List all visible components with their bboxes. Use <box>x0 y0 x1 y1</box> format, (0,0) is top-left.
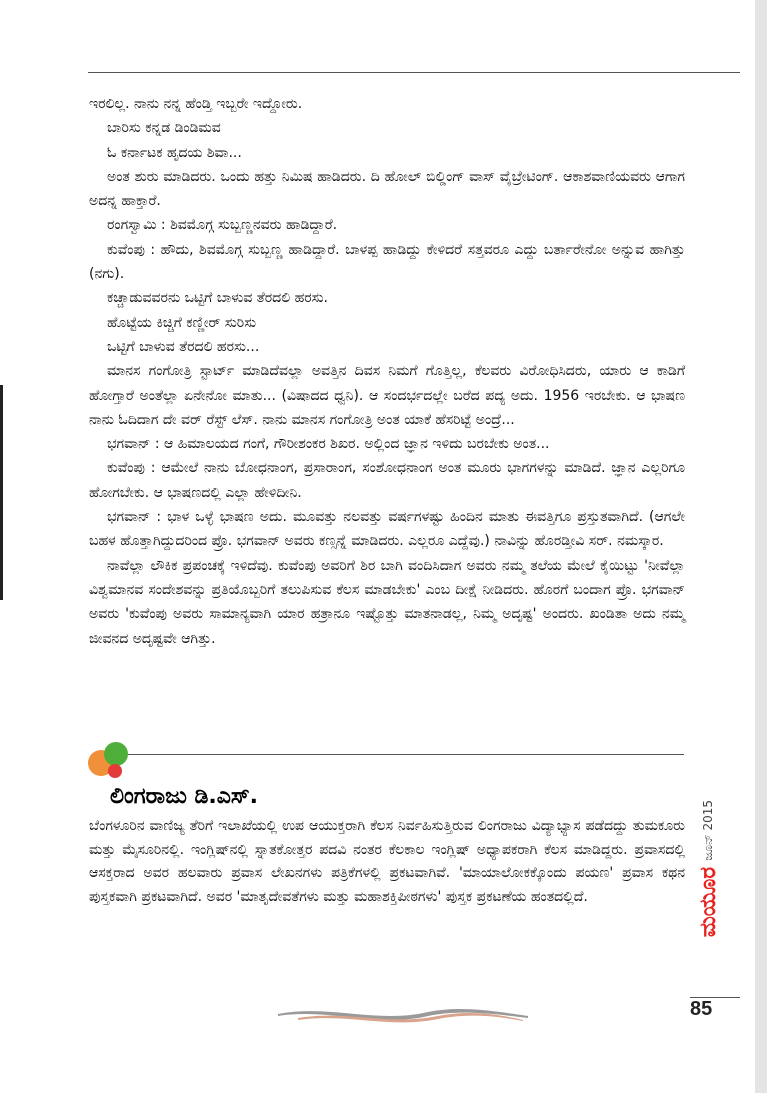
left-margin-mark <box>0 385 3 600</box>
article-paragraph: ನಾವೆಲ್ಲಾ ಲೌಕಿಕ ಪ್ರಪಂಚಕ್ಕೆ ಇಳಿದೆವು. ಕುವೆಂಪು ಅವರಿಗೆ ಶಿರ ಬಾಗಿ ವಂದಿಸಿದಾಗ ಅವರು ನಮ್ಮ ತಲೆಯ ಮೇಲೆ ಕೈಯಿಟ್ಟು 'ನೀವೆಲ್ಲಾ ವಿಶ್ವಮಾನವ ಸಂದೇಶವನ್ನು ಪ್ರತಿಯೊಬ್ಬರಿಗೆ ತಲುಪಿಸುವ ಕೆಲಸ ಮಾಡಬೇಕು' ಎಂಬ ದೀಕ್ಷೆ ನೀಡಿದರು. ಹೊರಗೆ ಬಂದಾಗ ಪ್ರೊ. ಭಗವಾನ್ ಅವರು 'ಕುವೆಂಪು ಅವರು ಸಾಮಾನ್ಯವಾಗಿ ಯಾರ ಹತ್ರಾನೂ ಇಷ್ಟೊತ್ತು ಮಾತನಾಡಲ್ಲ, ನಿಮ್ಮ ಅದೃಷ್ಟ' ಅಂದರು. ಖಂಡಿತಾ ಅದು ನಮ್ಮ ಜೀವನದ ಅದೃಷ್ಟವೇ ಆಗಿತ್ತು. <box>89 557 685 647</box>
article-paragraph: ಕಚ್ಚಾಡುವವರನು ಒಟ್ಟಿಗೆ ಬಾಳುವ ತೆರದಲಿ ಹರಸು. <box>107 290 329 307</box>
magazine-name: ಮಯೂರ <box>695 866 721 937</box>
margin-label <box>695 800 721 980</box>
article-paragraph: ಅಂತ ಶುರು ಮಾಡಿದರು. ಒಂದು ಹತ್ತು ನಿಮಿಷ ಹಾಡಿದರು. ದಿ ಹೋಲ್ ಬಿಲ್ಡಿಂಗ್ ವಾಸ್ ವೈಬ್ರೇಟಿಂಗ್. ಆಕಾಶವಾಣಿಯವರು ಆಗಾಗ ಅದನ್ನ ಹಾಕ್ತಾರೆ. <box>89 168 685 210</box>
author-name: ಲಿಂಗರಾಜು ಡಿ.ಎಸ್. <box>110 784 259 809</box>
article-paragraph: ಹೊಟ್ಟೆಯ ಕಿಚ್ಚಿಗೆ ಕಣ್ಣೀರ್ ಸುರಿಸು <box>107 314 257 331</box>
article-body <box>89 92 685 651</box>
article-paragraph: ಕುವೆಂಪು : ಆಮೇಲೆ ನಾನು ಬೋಧನಾಂಗ, ಪ್ರಸಾರಾಂಗ, ಸಂಶೋಧನಾಂಗ ಅಂತ ಮೂರು ಭಾಗಗಳನ್ನು ಮಾಡಿದೆ. ಜ್ಞಾನ ಎಲ್ಲರಿಗೂ ಹೋಗಬೇಕು. ಆ ಭಾಷಣದಲ್ಲಿ ಎಲ್ಲಾ ಹೇಳಿದೀನಿ. <box>89 460 685 501</box>
page-number: 85 <box>690 998 713 1020</box>
article-paragraph: ರಂಗಸ್ವಾಮಿ : ಶಿವಮೊಗ್ಗ ಸುಬ್ಬಣ್ಣನವರು ಹಾಡಿದ್ದಾರೆ. <box>107 217 338 234</box>
decorative-dots <box>88 742 148 782</box>
page-edge-strip <box>755 0 767 1093</box>
article-paragraph: ಭಗವಾನ್ : ಭಾಳ ಒಳ್ಳೆ ಭಾಷಣ ಅದು. ಮೂವತ್ತು ನಲವತ್ತು ವರ್ಷಗಳಷ್ಟು ಹಿಂದಿನ ಮಾತು ಈವತ್ತಿಗೂ ಪ್ರಸ್ತುತವಾಗಿದೆ. (ಆಗಲೇ ಬಹಳ ಹೊತ್ತಾಗಿದ್ದುದರಿಂದ ಪ್ರೊ. ಭಗವಾನ್ ಅವರು ಕಣ್ಸನ್ನೆ ಮಾಡಿದರು. ಎಲ್ಲರೂ ಎದ್ದೆವು.) ನಾವಿನ್ನು ಹೊರಡ್ತೀವಿ ಸರ್. ನಮಸ್ಕಾರ. <box>89 509 685 550</box>
issue-date: ಜೂನ್ 2015 <box>701 800 715 861</box>
article-paragraph: ಮಾನಸ ಗಂಗೋತ್ರಿ ಸ್ಟಾರ್ಟ್ ಮಾಡಿದೆವಲ್ಲಾ ಅವತ್ತಿನ ದಿವಸ ನಿಮಗೆ ಗೊತ್ತಿಲ್ಲ, ಕೆಲವರು ವಿರೋಧಿಸಿದರು, ಯಾರು ಆ ಕಾಡಿಗೆ ಹೋಗ್ತಾರೆ ಅಂತೆಲ್ಲಾ ಏನೇನೋ ಮಾತು... (ವಿಷಾದದ ಧ್ವನಿ). ಆ ಸಂದರ್ಭದಲ್ಲೇ ಬರೆದ ಪದ್ಯ ಅದು. 1956 ಇರಬೇಕು. ಆ ಭಾಷಣ ನಾನು ಓದಿದಾಗ ದೇ ವರ್ ರೆಸ್ಟ್ ಲೆಸ್. ನಾನು ಮಾನಸ ಗಂಗೋತ್ರಿ ಅಂತ ಯಾಕೆ ಹೆಸರಿಟ್ಟೆ ಅಂದ್ರೆ... <box>89 363 685 428</box>
top-rule <box>88 72 740 73</box>
article-paragraph: ಬಾರಿಸು ಕನ್ನಡ ಡಿಂಡಿಮವ <box>107 120 221 137</box>
swoosh-ornament <box>278 998 528 1028</box>
article-paragraph: ಕುವೆಂಪು : ಹೌದು, ಶಿವಮೊಗ್ಗ ಸುಬ್ಬಣ್ಣ ಹಾಡಿದ್ದಾರೆ. ಬಾಳಪ್ಪ ಹಾಡಿದ್ದು ಕೇಳಿದರೆ ಸತ್ತವರೂ ಎದ್ದು ಬರ್ತಾರೇನೋ ಅನ್ನುವ ಹಾಗಿತ್ತು (ನಗು). <box>89 241 685 283</box>
red-dot <box>108 764 122 778</box>
green-dot <box>104 742 128 766</box>
article-paragraph: ಒಟ್ಟಿಗೆ ಬಾಳುವ ತೆರದಲಿ ಹರಸು... <box>107 338 260 355</box>
article-paragraph: ಓ ಕರ್ನಾಟಕ ಹೃದಯ ಶಿವಾ... <box>107 144 242 161</box>
author-bio: ಬೆಂಗಳೂರಿನ ವಾಣಿಜ್ಯ ತೆರಿಗೆ ಇಲಾಖೆಯಲ್ಲಿ ಉಪ ಆಯುಕ್ತರಾಗಿ ಕೆಲಸ ನಿರ್ವಹಿಸುತ್ತಿರುವ ಲಿಂಗರಾಜು ವಿದ್ಯಾಭ್ಯಾಸ ಪಡೆದದ್ದು ತುಮಕೂರು ಮತ್ತು ಮೈಸೂರಿನಲ್ಲಿ. ಇಂಗ್ಲಿಷ್‌ನಲ್ಲಿ ಸ್ನಾತಕೋತ್ತರ ಪದವಿ ನಂತರ ಕೆಲಕಾಲ ಇಂಗ್ಲಿಷ್ ಅಧ್ಯಾಪಕರಾಗಿ ಕೆಲಸ ಮಾಡಿದ್ದರು. ಪ್ರವಾಸದಲ್ಲಿ ಆಸಕ್ತರಾದ ಅವರ ಹಲವಾರು ಪ್ರವಾಸ ಲೇಖನಗಳು ಪತ್ರಿಕೆಗಳಲ್ಲಿ ಪ್ರಕಟವಾಗಿವೆ. 'ಮಾಯಾಲೋಕಕ್ಕೊಂದು ಪಯಣ' ಪ್ರವಾಸ ಕಥನ ಪುಸ್ತಕವಾಗಿ ಪ್ರಕಟವಾಗಿದೆ. ಅವರ 'ಮಾತೃದೇವತೆಗಳು ಮತ್ತು ಮಹಾಶಕ್ತಿಪೀಠಗಳು' ಪುಸ್ತಕ ಪ್ರಕಟಣೆಯ ಹಂತದಲ್ಲಿದೆ. <box>89 818 685 905</box>
article-paragraph: ಭಗವಾನ್ : ಆ ಹಿಮಾಲಯದ ಗಂಗೆ, ಗೌರೀಶಂಕರ ಶಿಖರ. ಅಲ್ಲಿಂದ ಜ್ಞಾನ ಇಳಿದು ಬರಬೇಕು ಅಂತ... <box>107 436 550 453</box>
section-divider <box>128 754 684 755</box>
article-paragraph: ಇರಲಿಲ್ಲ. ನಾನು ನನ್ನ ಹೆಂಡ್ತಿ ಇಬ್ಬರೇ ಇದ್ದೋರು. <box>89 96 303 112</box>
